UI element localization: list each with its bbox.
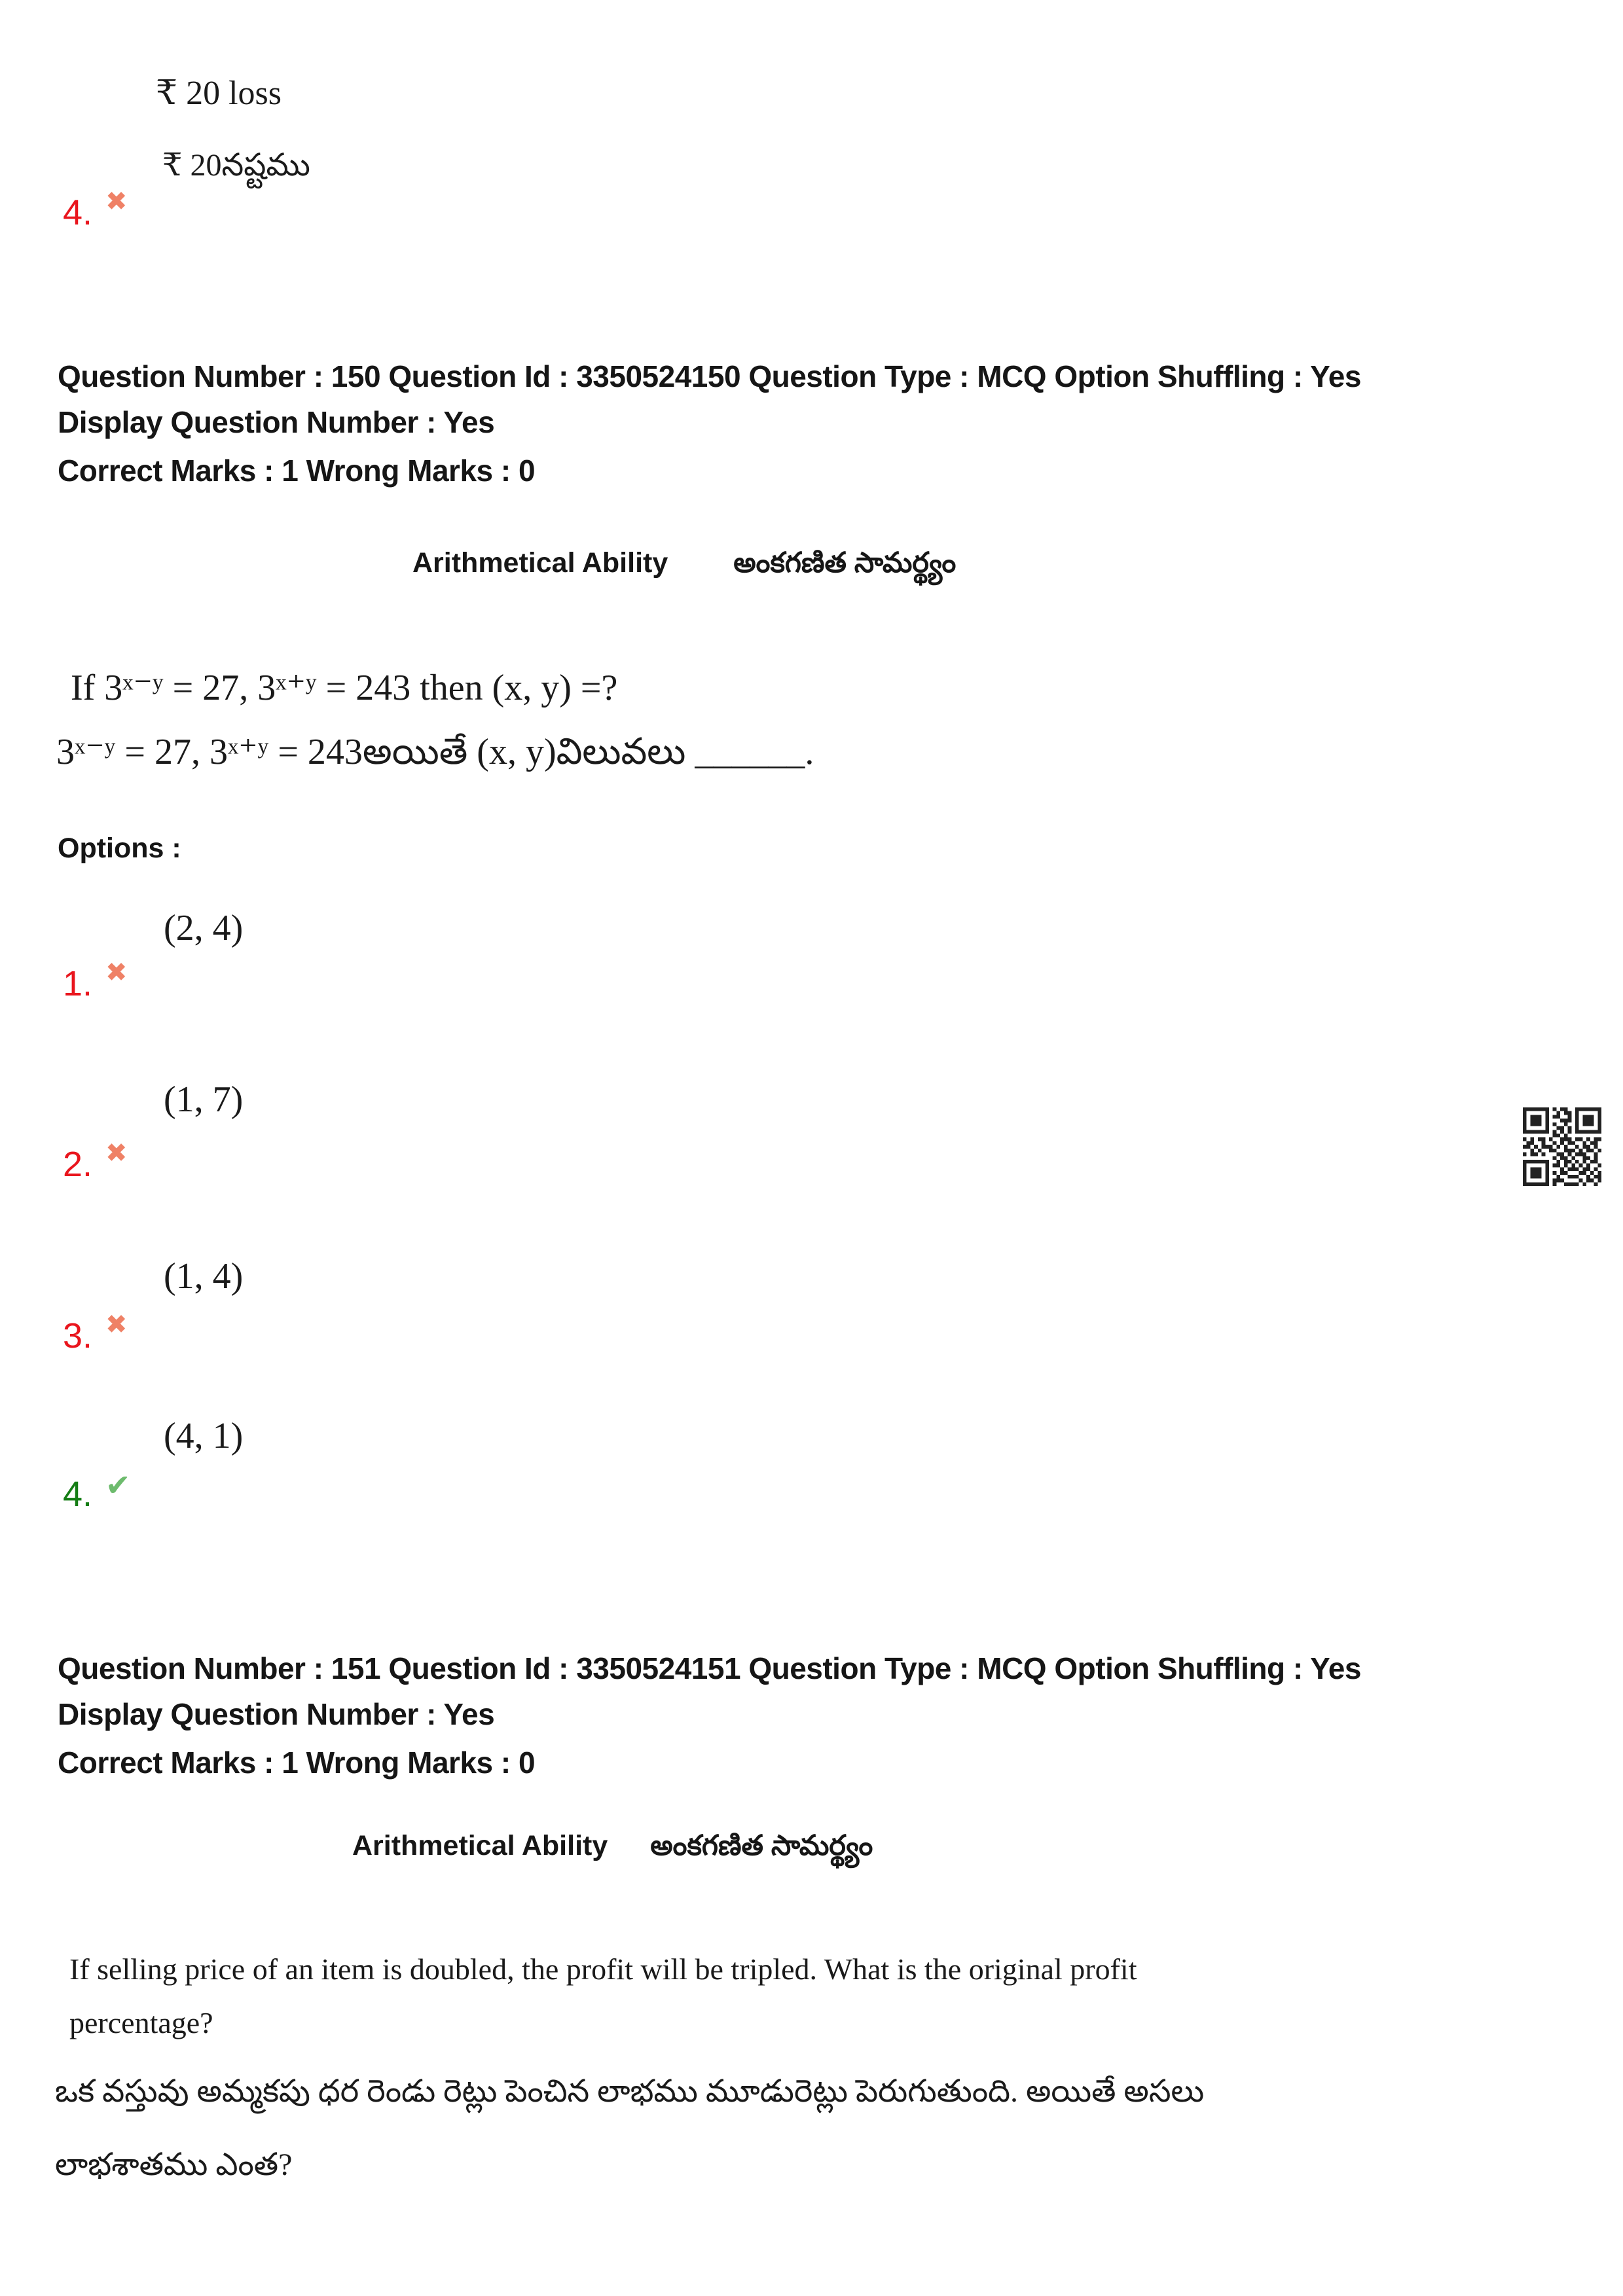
question-150-header-line-2: Display Question Number : Yes xyxy=(58,405,495,439)
option-2-number: 2. xyxy=(63,1145,93,1184)
option-4-row xyxy=(63,1468,131,1514)
question-151-text-english-line-1: If selling price of an item is doubled, the profit will be tripled. What is the original profit xyxy=(69,1952,1137,1986)
wrong-cross-icon: ✖ xyxy=(105,187,128,216)
question-151-header-line-2: Display Question Number : Yes xyxy=(58,1697,495,1731)
wrong-cross-icon: ✖ xyxy=(105,1139,128,1168)
wrong-cross-icon: ✖ xyxy=(105,1310,128,1339)
options-label: Options : xyxy=(58,833,181,864)
question-151-marks-line: Correct Marks : 1 Wrong Marks : 0 xyxy=(58,1746,536,1780)
option-4-value: (4, 1) xyxy=(164,1416,244,1456)
section-heading-150 xyxy=(412,547,956,586)
question-151-text-telugu-line-2: లాభశాతము ఎంత? xyxy=(55,2147,293,2182)
section-heading-english: Arithmetical Ability xyxy=(352,1830,608,1861)
question-150-text-telugu: 3ˣ⁻ʸ = 27, 3ˣ⁺ʸ = 243అయితే (x, y)విలువలు ______. xyxy=(56,732,814,772)
section-heading-telugu: అంకగణిత సామర్థ్యం xyxy=(733,547,957,579)
question-151-text-telugu-line-1: ఒక వస్తువు అమ్మకపు ధర రెండు రెట్లు పెంచిన లాభము మూడురెట్లు పెరుగుతుంది. అయితే అసలు xyxy=(55,2074,1205,2109)
option-1-row xyxy=(63,958,128,1003)
option-4-number: 4. xyxy=(63,1475,93,1514)
qr-code xyxy=(1523,1107,1601,1186)
option-1-number: 1. xyxy=(63,964,93,1003)
question-151-text-english-line-2: percentage? xyxy=(69,2006,213,2039)
prev-option-number: 4. xyxy=(63,193,93,232)
option-3-value: (1, 4) xyxy=(164,1256,244,1297)
wrong-cross-icon: ✖ xyxy=(105,958,128,987)
prev-option-value-english: ₹ 20 loss xyxy=(156,75,282,112)
prev-option-value-telugu: ₹ 20నష్టము xyxy=(162,148,310,183)
section-heading-telugu: అంకగణిత సామర్థ్యం xyxy=(650,1830,873,1861)
option-1-value: (2, 4) xyxy=(164,908,244,948)
section-heading-english: Arithmetical Ability xyxy=(412,547,668,579)
option-2-value: (1, 7) xyxy=(164,1079,244,1120)
option-2-row xyxy=(63,1139,128,1184)
question-150-marks-line: Correct Marks : 1 Wrong Marks : 0 xyxy=(58,454,536,488)
question-150-header-line-1: Question Number : 150 Question Id : 3350524150 Question Type : MCQ Option Shuffling : Yes xyxy=(58,359,1361,393)
section-heading-151 xyxy=(352,1830,873,1869)
option-3-number: 3. xyxy=(63,1316,93,1355)
option-3-row xyxy=(63,1310,128,1355)
correct-check-icon: ✔ xyxy=(105,1468,131,1502)
question-151-header-line-1: Question Number : 151 Question Id : 3350524151 Question Type : MCQ Option Shuffling : Yes xyxy=(58,1651,1361,1685)
prev-option-row xyxy=(63,187,128,232)
question-150-text-english: If 3ˣ⁻ʸ = 27, 3ˣ⁺ʸ = 243 then (x, y) =? xyxy=(71,668,618,708)
